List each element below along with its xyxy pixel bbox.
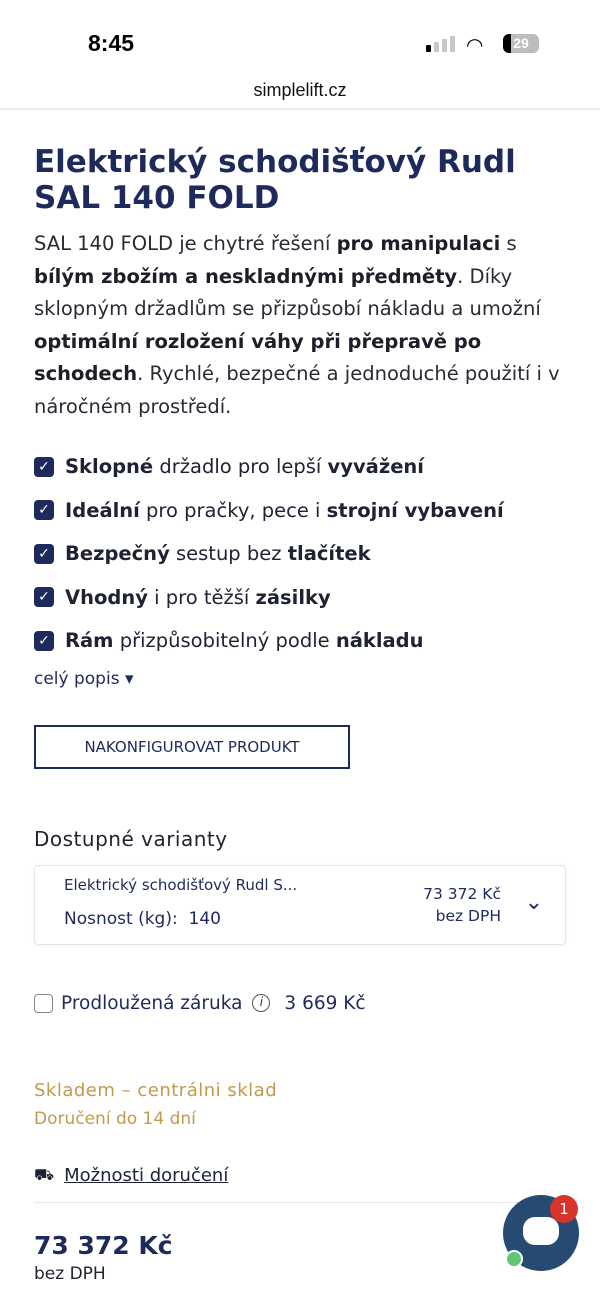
checkbox-checked-icon: ✓	[34, 457, 54, 477]
emphasis-text: optimální rozložení váhy při přepravě po schodech	[34, 329, 482, 385]
warranty-checkbox[interactable]	[34, 994, 53, 1013]
text-segment: sestup bez	[169, 542, 288, 566]
address-bar[interactable]: simplelift.cz	[0, 80, 600, 110]
feature-text	[65, 629, 424, 652]
emphasis-text: tlačítek	[287, 542, 371, 566]
variant-capacity	[64, 909, 221, 929]
feature-list	[34, 445, 566, 663]
warranty-label: Prodloužená záruka	[61, 992, 243, 1014]
emphasis-text: Sklopné	[65, 455, 154, 479]
wifi-icon: ◠	[466, 33, 484, 57]
stock-status: Skladem – centrálni sklad	[34, 1079, 278, 1101]
emphasis-text: strojní vybavení	[326, 498, 504, 522]
delivery-time: Doručení do 14 dní	[34, 1108, 196, 1129]
checkbox-checked-icon: ✓	[34, 544, 54, 564]
emphasis-text: zásilky	[255, 585, 331, 609]
variant-tax: bez DPH	[435, 906, 501, 925]
truck-icon: ⛟	[34, 1164, 55, 1184]
signal-icon	[426, 36, 455, 52]
chat-notification-badge: 1	[550, 1195, 578, 1223]
feature-item	[34, 445, 566, 489]
variant-select[interactable]	[34, 865, 566, 945]
delivery-options-label: Možnosti doručení	[64, 1164, 229, 1186]
extended-warranty[interactable]	[34, 993, 566, 1014]
chevron-down-icon[interactable]: ⌄	[524, 889, 543, 915]
product-price: 73 372 Kč	[34, 1230, 173, 1260]
emphasis-text: bílým zbožím a neskladnými předměty	[34, 264, 458, 288]
emphasis-text: Bezpečný	[65, 542, 170, 566]
delivery-options-link[interactable]	[34, 1165, 566, 1186]
feature-item	[34, 532, 566, 576]
feature-text	[65, 586, 331, 609]
chat-bubble-icon	[523, 1217, 559, 1245]
info-icon[interactable]: i	[252, 994, 270, 1012]
capacity-label: Nosnost (kg):	[64, 908, 178, 929]
feature-text	[65, 542, 371, 565]
emphasis-text: vyvážení	[327, 455, 424, 479]
emphasis-text: Rám	[65, 629, 114, 653]
battery-icon: 29	[503, 34, 539, 53]
feature-item	[34, 619, 566, 663]
configure-product-button[interactable]: NAKONFIGUROVAT PRODUKT	[34, 725, 350, 769]
emphasis-text: Vhodný	[65, 585, 148, 609]
checkbox-checked-icon: ✓	[34, 587, 54, 607]
variant-name: Elektrický schodišťový Rudl S...	[64, 875, 298, 894]
feature-item	[34, 489, 566, 533]
variant-price	[423, 883, 501, 927]
variants-heading: Dostupné varianty	[34, 826, 228, 851]
text-segment: SAL 140 FOLD je chytré řešení	[34, 232, 337, 255]
feature-text	[65, 455, 424, 478]
text-segment: i pro těžší	[147, 585, 256, 609]
clock: 8:45	[88, 30, 135, 56]
status-bar	[0, 0, 600, 80]
capacity-value: 140	[188, 908, 221, 929]
text-segment: pro pračky, pece i	[139, 498, 327, 522]
variant-price-value: 73 372 Kč	[423, 884, 501, 903]
checkbox-checked-icon: ✓	[34, 631, 54, 651]
text-segment: s	[500, 232, 517, 255]
emphasis-text: pro manipulaci	[336, 232, 501, 255]
emphasis-text: nákladu	[335, 629, 424, 653]
warranty-price: 3 669 Kč	[284, 992, 366, 1014]
checkbox-checked-icon: ✓	[34, 500, 54, 520]
text-segment: . Díky sklopným držadlům se přizpůsobí nákladu a umožní	[34, 264, 541, 320]
price-tax-note: bez DPH	[34, 1263, 106, 1284]
full-description-link[interactable]: celý popis ▾	[34, 668, 134, 689]
product-description	[34, 228, 566, 423]
divider	[34, 1202, 566, 1203]
text-segment: držadlo pro lepší	[153, 455, 328, 479]
text-segment: přizpůsobitelný podle	[113, 629, 336, 653]
emphasis-text: Ideální	[65, 498, 140, 522]
online-indicator	[505, 1250, 523, 1268]
product-title: Elektrický schodišťový Rudl SAL 140 FOLD	[34, 144, 516, 216]
feature-text	[65, 499, 504, 522]
text-segment: . Rychlé, bezpečné a jednoduché použití i v náročném prostředí.	[34, 362, 560, 418]
feature-item	[34, 576, 566, 620]
